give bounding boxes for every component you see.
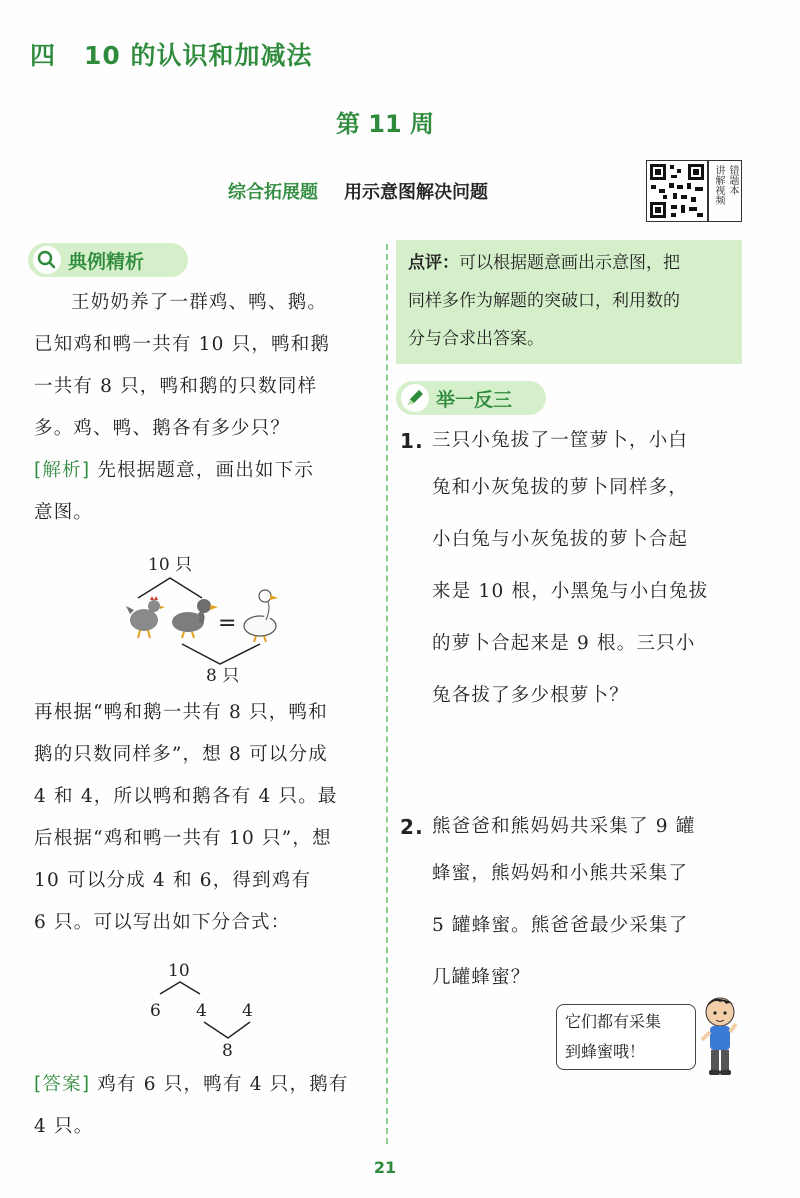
text-line: 后根据“鸡和鸭一共有 10 只”，想 bbox=[34, 828, 332, 849]
text-line: 鹅的只数同样多”，想 8 可以分成 bbox=[34, 744, 328, 765]
text-line: 蜂蜜，熊妈妈和小熊共采集了 bbox=[432, 863, 689, 884]
chapter-title: 10 的认识和加减法 bbox=[84, 41, 313, 70]
analysis-label: [解析] bbox=[34, 460, 91, 481]
comment-box bbox=[396, 240, 742, 364]
text-line: 一共有 8 只，鸭和鹅的只数同样 bbox=[34, 376, 318, 397]
qr-label-line: 讲解视频 bbox=[713, 165, 724, 205]
text-line: 兔各拔了多少根萝卜？ bbox=[432, 685, 630, 706]
text-line: 6 只。可以写出如下分合式： bbox=[34, 912, 291, 933]
text-line: 分与合求出答案。 bbox=[408, 329, 544, 349]
topic-label: 用示意图解决问题 bbox=[344, 182, 488, 203]
comment-line bbox=[408, 244, 730, 282]
text-line: 5 罐蜂蜜。熊爸爸最少采集了 bbox=[432, 915, 689, 936]
text-line: 多。鸡、鸭、鹅各有多少只？ bbox=[34, 418, 291, 439]
qr-code-icon[interactable] bbox=[646, 160, 708, 222]
bubble-line: 它们都有采集 bbox=[565, 1012, 662, 1031]
diagram-top-label: 10 只 bbox=[148, 555, 193, 575]
week-title: 第 11 周 bbox=[335, 110, 435, 138]
chicken-icon bbox=[126, 596, 165, 638]
practice-tag bbox=[396, 381, 546, 415]
comment-label: 点评： bbox=[408, 253, 459, 273]
question-2 bbox=[400, 806, 750, 1004]
qr-label bbox=[708, 160, 742, 222]
svg-text:=: = bbox=[218, 611, 237, 636]
split-left: 6 bbox=[150, 1001, 161, 1021]
chapter-heading bbox=[30, 36, 313, 72]
bubble-line: 到蜂蜜哦！ bbox=[565, 1042, 646, 1061]
text-line: 可以根据题意画出示意图，把 bbox=[459, 253, 680, 273]
text-line: 先根据题意，画出如下示 bbox=[90, 460, 315, 481]
bird-diagram bbox=[120, 548, 290, 688]
practice-tag-label: 举一反三 bbox=[436, 388, 513, 411]
boy-icon bbox=[698, 994, 744, 1080]
analysis-line bbox=[34, 450, 379, 492]
q2-body bbox=[400, 848, 750, 1004]
q2-first-line bbox=[400, 806, 750, 848]
text-line: 意图。 bbox=[34, 502, 94, 523]
q1-body bbox=[400, 462, 750, 722]
example-problem bbox=[34, 282, 379, 534]
text-line: 的萝卜合起来是 9 根。三只小 bbox=[432, 633, 696, 654]
duck-icon bbox=[172, 599, 218, 638]
split-top: 10 bbox=[168, 961, 190, 981]
pencil-icon bbox=[400, 383, 430, 413]
speech-bubble bbox=[556, 1004, 696, 1070]
text-line: 王奶奶养了一群鸡、鸭、鹅。 bbox=[71, 292, 328, 313]
answer-label: [答案] bbox=[34, 1074, 91, 1095]
section-line bbox=[228, 178, 488, 204]
text-line: 已知鸡和鸭一共有 10 只，鸭和鹅 bbox=[34, 334, 331, 355]
text-line: 来是 10 根，小黑兔与小白兔拔 bbox=[432, 581, 709, 602]
answer-line bbox=[34, 1064, 379, 1106]
q1-number: 1. bbox=[400, 429, 424, 453]
text-line: 同样多作为解题的突破口，利用数的 bbox=[408, 291, 680, 311]
split-bottom: 8 bbox=[222, 1041, 233, 1061]
text-line: 几罐蜂蜜？ bbox=[432, 967, 531, 988]
text-line: 小白兔与小灰兔拔的萝卜合起 bbox=[432, 529, 689, 550]
q1-first-line bbox=[400, 420, 750, 462]
text-line: 鸡有 6 只，鸭有 4 只，鹅有 bbox=[90, 1074, 349, 1095]
text-line: 兔和小灰兔拔的萝卜同样多， bbox=[432, 477, 689, 498]
question-1 bbox=[400, 420, 750, 722]
column-divider bbox=[386, 244, 388, 1144]
example-answer bbox=[34, 1064, 379, 1148]
page-number: 21 bbox=[373, 1158, 397, 1177]
section-label: 综合拓展题 bbox=[228, 182, 318, 203]
goose-icon bbox=[244, 590, 278, 642]
example-solution bbox=[34, 692, 379, 944]
text-line: 熊爸爸和熊妈妈共采集了 9 罐 bbox=[432, 816, 696, 837]
example-tag-label: 典例精析 bbox=[68, 250, 145, 273]
text-line: 10 可以分成 4 和 6，得到鸡有 bbox=[34, 870, 312, 891]
text-line: 4 只。 bbox=[34, 1116, 94, 1137]
split-mid: 4 bbox=[196, 1001, 207, 1021]
magnifier-icon bbox=[32, 245, 62, 275]
diagram-bottom-label: 8 只 bbox=[206, 666, 240, 686]
split-diagram bbox=[140, 956, 270, 1066]
chapter-number: 四 bbox=[30, 41, 57, 70]
text-line: 再根据“鸭和鹅一共有 8 只，鸭和 bbox=[34, 702, 328, 723]
q2-number: 2. bbox=[400, 815, 424, 839]
example-tag bbox=[28, 243, 188, 277]
qr-label-line: 错题本 bbox=[727, 165, 738, 195]
text-line: 三只小兔拔了一筐萝卜，小白 bbox=[432, 430, 689, 451]
text-line: 4 和 4，所以鸭和鹅各有 4 只。最 bbox=[34, 786, 338, 807]
split-right: 4 bbox=[242, 1001, 253, 1021]
